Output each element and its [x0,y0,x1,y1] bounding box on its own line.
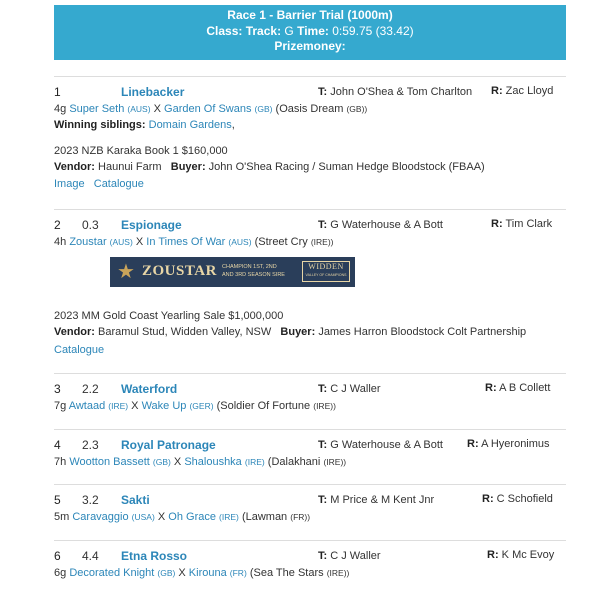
sire-link[interactable]: Super Seth [69,103,125,115]
media-links [54,178,144,190]
media-links [54,344,104,356]
runner-margin: 4.4 [82,549,99,563]
pedigree-line: 5m Caravaggio (USA) X Oh Grace (IRE) (Lawman (FR)) [54,511,311,523]
trainer: T: G Waterhouse & A Bott [318,439,443,451]
vendor-buyer-line: Vendor: Baramul Stud, Widden Valley, NSW Buyer: James Harron Bloodstock Colt Partnership [54,326,527,338]
rider: R: K Mc Evoy [487,549,555,561]
trainer: T: G Waterhouse & A Bott [318,219,443,231]
runner-margin: 2.2 [82,382,99,396]
dam-link[interactable]: Wake Up [141,400,187,412]
star-icon: ★ [117,261,135,283]
sire-advertisement-banner[interactable] [110,257,355,287]
siblings-line: Winning siblings: Domain Gardens, [54,119,235,131]
race-class-line: Class: Track: G Time: 0:59.75 (33.42) [206,23,414,38]
runner-name-link[interactable]: Espionage [121,218,182,232]
rider: R: Tim Clark [491,218,553,230]
dam-link[interactable]: Garden Of Swans [164,103,252,115]
runner-entry [54,540,566,593]
runner-name-link[interactable]: Etna Rosso [121,549,188,563]
pedigree-line: 7h Wootton Bassett (GB) X Shaloushka (IRE) (Dalakhani (IRE)) [54,456,347,468]
sale-info: 2023 MM Gold Coast Yearling Sale $1,000,000 [54,310,284,322]
runner-name-link[interactable]: Sakti [121,493,150,507]
runner-entry [54,209,566,370]
runner-position: 6 [54,549,61,563]
dam-link[interactable]: In Times Of War [146,236,226,248]
race-prizemoney: Prizemoney: [274,39,346,53]
sale-info: 2023 NZB Karaka Book 1 $160,000 [54,145,228,157]
trainer: T: John O'Shea & Tom Charlton [318,86,473,98]
runner-position: 3 [54,382,61,396]
pedigree-line: 7g Awtaad (IRE) X Wake Up (GER) (Soldier Of Fortune (IRE)) [54,400,336,412]
rider: R: Zac Lloyd [491,85,554,97]
sire-link[interactable]: Wootton Bassett [69,456,150,468]
runner-position: 2 [54,218,61,232]
banner-tagline-1: CHAMPION 1ST, 2ND [222,264,277,270]
dam-link[interactable]: Kirouna [188,567,227,579]
trainer: T: M Price & M Kent Jnr [318,494,435,506]
stud-logo: WIDDEN VALLEY OF CHAMPIONS [302,261,350,282]
sire-link[interactable]: Awtaad [68,400,106,412]
runner-position: 1 [54,85,61,99]
catalogue-link[interactable]: Catalogue [54,344,105,356]
pedigree-line: 4h Zoustar (AUS) X In Times Of War (AUS) (Street Cry (IRE)) [54,236,334,248]
catalogue-link[interactable]: Catalogue [93,178,144,190]
pedigree-line: 6g Decorated Knight (GB) X Kirouna (FR) (Sea The Stars (IRE)) [54,567,350,579]
runner-entry [54,429,566,482]
dam-link[interactable]: Shaloushka [184,456,242,468]
banner-tagline-2: AND 3RD SEASON SIRE [222,272,285,278]
runner-margin: 2.3 [82,438,99,452]
banner-brand: ZOUSTAR [142,263,217,279]
runner-position: 4 [54,438,61,452]
race-header [54,5,566,60]
sire-link[interactable]: Zoustar [69,236,107,248]
sire-link[interactable]: Decorated Knight [69,567,155,579]
runner-name-link[interactable]: Linebacker [121,85,185,99]
runner-entry [54,373,566,426]
rider: R: A B Collett [485,382,551,394]
image-link[interactable]: Image [54,178,85,190]
pedigree-line: 4g Super Seth (AUS) X Garden Of Swans (GB) (Oasis Dream (GB)) [54,103,368,115]
trainer: T: C J Waller [318,383,381,395]
runner-position: 5 [54,493,61,507]
vendor-buyer-line: Vendor: Haunui Farm Buyer: John O'Shea Racing / Suman Hedge Bloodstock (FBAA) [54,161,485,173]
runner-name-link[interactable]: Waterford [121,382,178,396]
runner-margin: 3.2 [82,493,99,507]
runner-entry [54,484,566,537]
runner-entry [54,76,566,205]
rider: R: A Hyeronimus [467,438,550,450]
dam-link[interactable]: Oh Grace [168,511,216,523]
trainer: T: C J Waller [318,550,381,562]
sibling-link[interactable]: Domain Gardens [148,119,232,131]
runner-name-link[interactable]: Royal Patronage [121,438,216,452]
runner-margin: 0.3 [82,218,99,232]
sire-link[interactable]: Caravaggio [72,511,129,523]
race-title: Race 1 - Barrier Trial (1000m) [227,8,393,22]
rider: R: C Schofield [482,493,553,505]
